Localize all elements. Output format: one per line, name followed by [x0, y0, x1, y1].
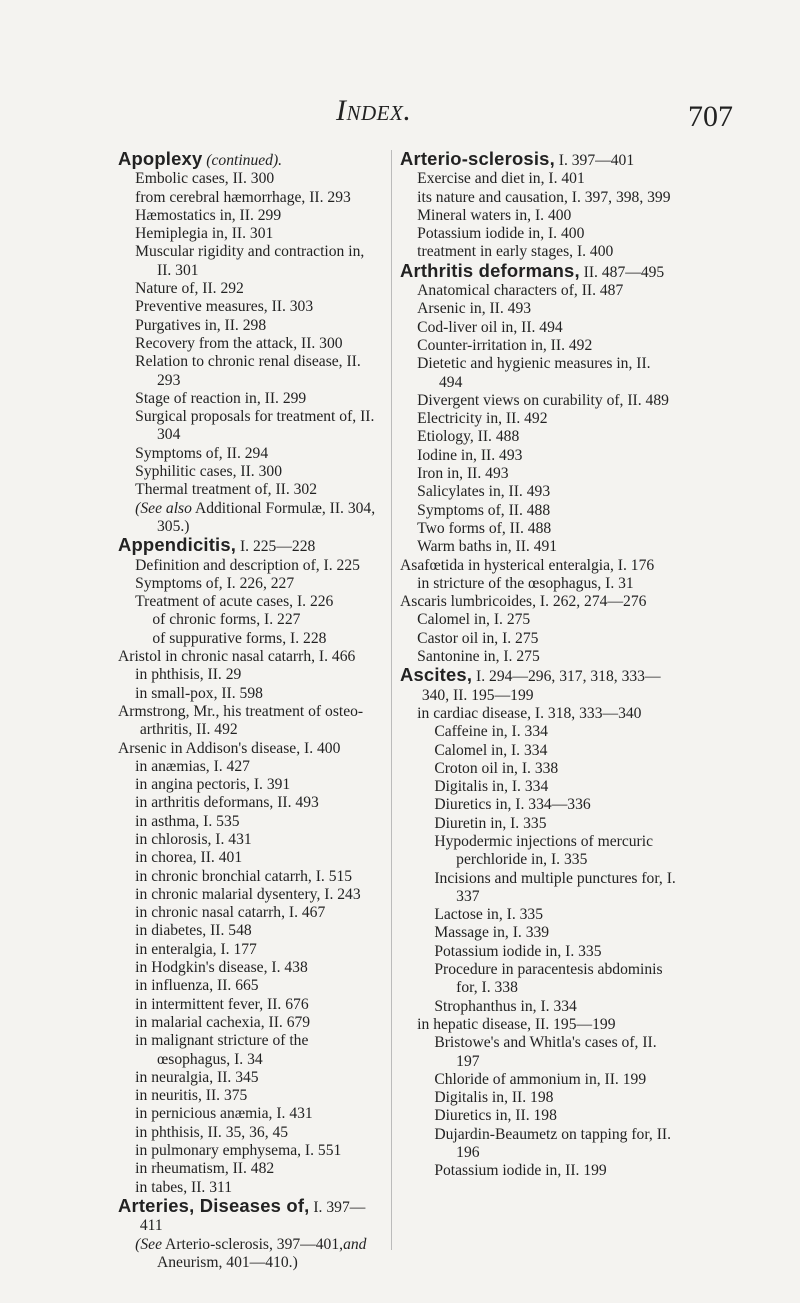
entry-text: Calomel in, I. 275 — [417, 611, 531, 629]
index-entry — [118, 1069, 380, 1087]
entry-text: Castor oil in, I. 275 — [417, 629, 539, 647]
index-entry — [400, 815, 676, 833]
entry-text: Croton oil in, I. 338 — [434, 759, 559, 777]
index-entry — [118, 648, 380, 666]
entry-text: Embolic cases, II. 300 — [135, 170, 275, 188]
index-entry — [118, 868, 380, 886]
index-entry — [118, 298, 380, 316]
index-locator: I. 397—401 — [554, 152, 635, 169]
entry-text: Electricity in, II. 492 — [417, 410, 548, 428]
index-entry — [400, 538, 676, 556]
index-entry — [118, 849, 380, 867]
entry-text: Caffeine in, I. 334 — [434, 723, 548, 741]
index-entry — [118, 353, 380, 390]
index-entry — [118, 922, 380, 940]
entry-text: in chlorosis, I. 431 — [135, 830, 252, 848]
index-entry — [400, 1071, 676, 1089]
index-term: Appendicitis, — [118, 534, 237, 556]
index-entry — [118, 703, 380, 740]
entry-text: in stricture of the œsophagus, I. 31 — [417, 574, 634, 592]
entry-text: Exercise and diet in, I. 401 — [417, 170, 585, 188]
entry-text: Hypodermic injections of mercuric perchloride in, I. 335 — [434, 832, 653, 869]
index-entry — [400, 465, 676, 483]
entry-text: Symptoms of, II. 488 — [417, 501, 551, 519]
index-entry — [400, 207, 676, 225]
entry-text: Potassium iodide in, II. 199 — [434, 1162, 607, 1180]
entry-text: Definition and description of, I. 225 — [135, 556, 360, 574]
index-term: Arthritis deformans, — [400, 259, 580, 281]
entry-text: in neuritis, II. 375 — [135, 1087, 248, 1105]
entry-text: in cardiac disease, I. 318, 333—340 — [417, 704, 642, 722]
entry-text: in enteralgia, I. 177 — [135, 940, 257, 958]
index-entry — [118, 1236, 380, 1273]
entry-text: in chronic bronchial catarrh, I. 515 — [135, 867, 353, 885]
index-entry — [400, 575, 676, 593]
entry-text: Symptoms of, I. 226, 227 — [135, 574, 295, 592]
index-entry — [400, 611, 676, 629]
index-heading — [400, 259, 676, 282]
entry-text: Treatment of acute cases, I. 226 — [135, 593, 334, 611]
index-entry — [400, 760, 676, 778]
index-entry — [400, 705, 676, 723]
entry-text: in anæmias, I. 427 — [135, 757, 250, 775]
index-entry — [400, 410, 676, 428]
entry-text: Potassium iodide in, I. 400 — [417, 225, 585, 243]
entry-text: in asthma, I. 535 — [135, 812, 240, 830]
entry-text: Counter-irritation in, II. 492 — [417, 336, 593, 354]
index-entry — [118, 941, 380, 959]
entry-text: Calomel in, I. 334 — [434, 741, 548, 759]
index-entry — [400, 870, 676, 907]
entry-text: Surgical proposals for treatment of, II. 304 — [135, 408, 375, 444]
entry-text: Diuretin in, I. 335 — [434, 814, 547, 832]
entry-text: Iodine in, II. 493 — [417, 446, 523, 464]
entry-text: Incisions and multiple punctures for, I. 337 — [434, 869, 676, 905]
entry-text: in chorea, II. 401 — [135, 849, 243, 867]
entry-text: in pernicious anæmia, I. 431 — [135, 1105, 313, 1123]
entry-text: Asafœtida in hysterical enteralgia, I. 176 — [400, 556, 655, 574]
index-entry — [118, 776, 380, 794]
entry-text: Mineral waters in, I. 400 — [417, 206, 572, 224]
index-entry — [400, 998, 676, 1016]
index-entry — [400, 392, 676, 410]
index-entry — [400, 189, 676, 207]
entry-text: treatment in early stages, I. 400 — [417, 243, 614, 261]
entry-text: Recovery from the attack, II. 300 — [135, 334, 343, 352]
index-entry — [400, 1107, 676, 1125]
entry-text: Relation to chronic renal disease, II. 293 — [135, 353, 361, 389]
index-entry — [118, 243, 380, 280]
index-locator: I. 294—296, 317, 318, 333—340, II. 195—199 — [421, 668, 661, 704]
index-term: Apoplexy — [118, 148, 203, 169]
index-entry — [400, 282, 676, 300]
entry-text: in phthisis, II. 29 — [135, 666, 242, 684]
index-entry — [400, 428, 676, 446]
entry-text: in neuralgia, II. 345 — [135, 1068, 259, 1086]
index-entry — [118, 317, 380, 335]
index-entry — [400, 557, 676, 575]
index-heading — [400, 666, 676, 705]
index-entry — [400, 1162, 676, 1180]
entry-text: of chronic forms, I. 227 — [152, 611, 301, 629]
index-term: Arterio-sclerosis, — [400, 148, 555, 169]
index-entry — [118, 445, 380, 463]
entry-text: Arsenic in, II. 493 — [417, 300, 532, 318]
entry-text: Dujardin-Beaumetz on tapping for, II. 196 — [434, 1125, 671, 1162]
index-entry — [400, 300, 676, 318]
index-entry — [118, 666, 380, 684]
entry-text: in diabetes, II. 548 — [135, 922, 252, 940]
index-entry — [118, 1014, 380, 1032]
index-entry — [400, 742, 676, 760]
entry-text: in chronic nasal catarrh, I. 467 — [135, 904, 326, 922]
index-entry — [118, 996, 380, 1014]
index-entry — [400, 225, 676, 243]
entry-text: of suppurative forms, I. 228 — [152, 629, 327, 647]
entry-text: in malarial cachexia, II. 679 — [135, 1013, 311, 1031]
index-entry — [118, 189, 380, 207]
entry-text: Nature of, II. 292 — [135, 280, 244, 298]
index-term: Ascites, — [400, 664, 473, 686]
entry-text: Armstrong, Mr., his treatment of osteo-arthritis, II. 492 — [118, 702, 364, 739]
index-entry — [118, 1105, 380, 1123]
index-entry — [118, 1032, 380, 1069]
see-reference: (See — [135, 1235, 163, 1253]
index-entry — [118, 831, 380, 849]
entry-text: Digitalis in, I. 334 — [434, 778, 549, 796]
index-entry — [400, 337, 676, 355]
running-head — [0, 94, 800, 134]
index-entry — [118, 225, 380, 243]
entry-text: Salicylates in, II. 493 — [417, 483, 551, 501]
index-heading — [400, 150, 676, 170]
index-entry — [400, 961, 676, 998]
entry-text: Hæmostatics in, II. 299 — [135, 206, 282, 224]
entry-text: Etiology, II. 488 — [417, 428, 520, 446]
index-entry — [400, 520, 676, 538]
entry-text: in angina pectoris, I. 391 — [135, 776, 291, 794]
entry-text: Purgatives in, II. 298 — [135, 316, 267, 334]
entry-text: Diuretics in, II. 198 — [434, 1107, 557, 1125]
index-entry — [118, 904, 380, 922]
index-entry — [118, 557, 380, 575]
entry-text: its nature and causation, I. 397, 398, 399 — [417, 188, 671, 206]
index-entry — [118, 463, 380, 481]
entry-text: Divergent views on curability of, II. 489 — [417, 391, 669, 409]
entry-text: Iron in, II. 493 — [417, 465, 509, 483]
index-entry — [400, 796, 676, 814]
entry-text: Chloride of ammonium in, II. 199 — [434, 1070, 647, 1088]
entry-text: Digitalis in, II. 198 — [434, 1089, 554, 1107]
index-entry — [118, 335, 380, 353]
entry-text: Aneurism, 401—410.) — [157, 1253, 298, 1271]
entry-text: Syphilitic cases, II. 300 — [135, 463, 282, 481]
index-entry — [118, 593, 380, 611]
entry-text: in small-pox, II. 598 — [135, 684, 263, 702]
running-title: Index. — [336, 94, 412, 127]
entry-text: in phthisis, II. 35, 36, 45 — [135, 1123, 289, 1141]
index-entry — [118, 758, 380, 776]
entry-text: Warm baths in, II. 491 — [417, 538, 558, 556]
index-column-left — [118, 150, 380, 1272]
index-entry — [118, 685, 380, 703]
index-entry — [400, 943, 676, 961]
entry-text: Preventive measures, II. 303 — [135, 298, 314, 316]
index-entry — [400, 483, 676, 501]
index-entry — [400, 1016, 676, 1034]
index-entry — [118, 959, 380, 977]
index-entry — [118, 280, 380, 298]
index-entry — [118, 1142, 380, 1160]
entry-text: Arterio-sclerosis, 397—401, — [162, 1235, 344, 1253]
index-entry — [118, 813, 380, 831]
index-entry — [118, 611, 380, 629]
index-entry — [118, 630, 380, 648]
see-reference: (See also — [135, 499, 192, 517]
index-entry — [400, 593, 676, 611]
column-divider — [391, 150, 392, 1250]
entry-text: Ascaris lumbricoides, I. 262, 274—276 — [400, 593, 647, 611]
entry-text: Diuretics in, I. 334—336 — [434, 796, 591, 814]
index-locator: I. 397—411 — [139, 1198, 366, 1235]
entry-text: in rheumatism, II. 482 — [135, 1160, 275, 1178]
index-entry — [400, 1089, 676, 1107]
entry-text: in malignant stricture of the œsophagus, I. 34 — [135, 1032, 309, 1068]
index-locator: I. 225—228 — [236, 538, 316, 556]
entry-text: Hemiplegia in, II. 301 — [135, 225, 274, 243]
index-column-right — [400, 150, 676, 1181]
index-entry — [400, 447, 676, 465]
index-entry — [400, 906, 676, 924]
entry-text: Strophanthus in, I. 334 — [434, 997, 577, 1015]
index-entry — [118, 500, 380, 537]
entry-text: in hepatic disease, II. 195—199 — [417, 1015, 616, 1033]
index-entry — [118, 977, 380, 995]
see-conjunction: and — [343, 1235, 367, 1253]
entry-text: Santonine in, I. 275 — [417, 648, 540, 666]
entry-text: Stage of reaction in, II. 299 — [135, 389, 307, 407]
index-entry — [118, 408, 380, 445]
entry-text: in tabes, II. 311 — [135, 1178, 233, 1196]
index-entry — [400, 833, 676, 870]
entry-text: Additional Formulæ, II. 304, 305.) — [157, 499, 376, 535]
continued-note: (continued). — [206, 152, 283, 169]
entry-text: Cod-liver oil in, II. 494 — [417, 318, 563, 336]
entry-text: Massage in, I. 339 — [434, 924, 550, 942]
entry-text: in pulmonary emphysema, I. 551 — [135, 1142, 342, 1160]
index-entry — [118, 481, 380, 499]
index-entry — [400, 924, 676, 942]
index-entry — [400, 723, 676, 741]
index-locator: II. 487—495 — [579, 263, 665, 281]
index-entry — [118, 740, 380, 758]
index-entry — [118, 1160, 380, 1178]
index-entry — [118, 886, 380, 904]
index-entry — [118, 1087, 380, 1105]
index-entry — [118, 1124, 380, 1142]
entry-text: Symptoms of, II. 294 — [135, 444, 269, 462]
index-entry — [118, 170, 380, 188]
entry-text: Muscular rigidity and contraction in, II. 301 — [135, 243, 365, 279]
index-entry — [118, 794, 380, 812]
index-entry — [118, 207, 380, 225]
index-entry — [118, 390, 380, 408]
entry-text: Potassium iodide in, I. 335 — [434, 942, 602, 960]
entry-text: in influenza, II. 665 — [135, 977, 259, 995]
index-entry — [400, 1034, 676, 1071]
entry-text: Arsenic in Addison's disease, I. 400 — [118, 739, 341, 757]
index-heading — [118, 1194, 380, 1236]
index-entry — [400, 778, 676, 796]
entry-text: Thermal treatment of, II. 302 — [135, 481, 318, 499]
entry-text: in arthritis deformans, II. 493 — [135, 794, 319, 812]
entry-text: Aristol in chronic nasal catarrh, I. 466 — [118, 648, 356, 666]
entry-text: Two forms of, II. 488 — [417, 519, 552, 537]
index-heading — [118, 536, 380, 556]
index-entry — [400, 319, 676, 337]
index-term: Arteries, Diseases of, — [118, 1194, 310, 1216]
index-entry — [400, 1126, 676, 1163]
entry-text: Anatomical characters of, II. 487 — [417, 282, 624, 300]
entry-text: Bristowe's and Whitla's cases of, II. 197 — [434, 1034, 657, 1070]
entry-text: from cerebral hæmorrhage, II. 293 — [135, 188, 351, 206]
entry-text: in intermittent fever, II. 676 — [135, 995, 309, 1013]
index-heading — [118, 150, 380, 170]
entry-text: Lactose in, I. 335 — [434, 906, 544, 924]
index-entry — [400, 502, 676, 520]
entry-text: in chronic malarial dysentery, I. 243 — [135, 885, 361, 903]
index-entry — [118, 575, 380, 593]
index-entry — [400, 355, 676, 392]
index-entry — [400, 170, 676, 188]
index-entry — [400, 630, 676, 648]
entry-text: in Hodgkin's disease, I. 438 — [135, 959, 308, 977]
page-number: 707 — [688, 100, 733, 133]
entry-text: Procedure in paracentesis abdominis for, I. 338 — [434, 961, 663, 997]
entry-text: Dietetic and hygienic measures in, II. 494 — [417, 355, 651, 391]
